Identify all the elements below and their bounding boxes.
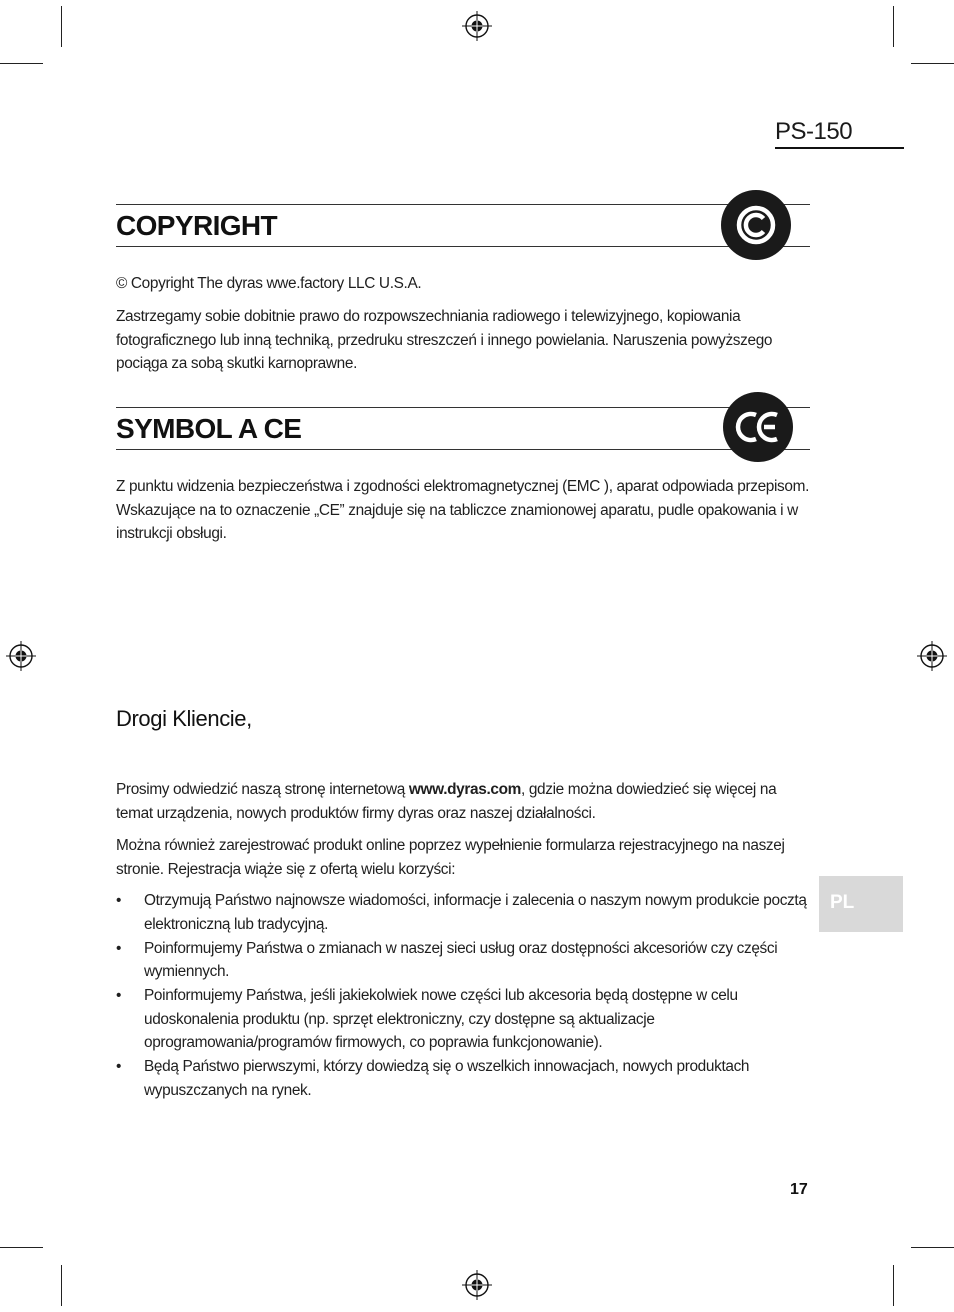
crop-mark [911,1247,954,1248]
visit-paragraph [116,778,806,825]
copyright-icon [721,190,791,260]
greeting-heading: Drogi Kliencie, [116,706,252,731]
visit-text-before: Prosimy odwiedzić naszą stronę internetową [116,781,409,798]
register-paragraph: Można również zarejestrować produkt online poprzez wypełnienie formularza rejestracyjnego na naszej stronie. Rejestracja wiąże się z ofertą wielu korzyści: [116,837,785,878]
crop-mark [0,1247,43,1248]
model-number: PS-150 [775,118,853,145]
model-underline [775,147,904,149]
list-item-text: Otrzymują Państwo najnowsze wiadomości, informacje i zalecenia o naszym nowym produkcie pocztą elektroniczną lub tradycyjną. [144,892,807,933]
list-item [116,889,816,936]
crop-mark [911,63,954,64]
section-rule-top [116,204,810,205]
crop-mark [61,6,62,47]
list-item [116,937,816,984]
ce-mark-icon [723,392,793,462]
bullet-icon: • [116,939,122,957]
section-rule-bottom [116,246,810,247]
list-item [116,984,816,1055]
crop-mark [61,1265,62,1306]
crop-mark [893,6,894,47]
bullet-icon: • [116,987,122,1004]
language-tab [819,876,903,932]
bullet-icon: • [116,1058,122,1075]
bullet-icon: • [116,892,122,909]
crop-mark [0,63,43,64]
page-number: 17 [790,1181,808,1198]
list-item-text: Poinformujemy Państwa, jeśli jakiekolwiek nowe części lub akcesoria będą dostępne w celu udoskonalenia produktu (np. sprzęt elektroniczny, czy dostępne są aktualizacje oprogramowania/programów firmowych, co poprawia funkcjonowanie). [144,987,738,1051]
website-link[interactable]: www.dyras.com [408,781,521,798]
copyright-line: © Copyright The dyras wwe.factory LLC U.S.A. [116,275,422,292]
registration-mark-icon [462,11,492,41]
ce-paragraph: Z punktu widzenia bezpieczeństwa i zgodności elektromagnetycznej (EMC ), aparat odpowiada przepisom. Wskazujące na to oznaczenie „CE” znajduje się na tabliczce znamionowej aparatu, pudle opakowania i w instrukcji obsługi. [116,478,810,542]
registration-mark-icon [6,641,36,671]
copyright-paragraph: Zastrzegamy sobie dobitnie prawo do rozpowszechniania radiowego i telewizyjnego, kopiowania fotograficznego lub inną techniką, przedruku streszczeń i innego powielania. Naruszenia powyższego pociąga za sobą skutki karnoprawne. [116,308,773,372]
list-item-text: Poinformujemy Państwa o zmianach w naszej sieci usług oraz dostępności akcesoriów czy części wymiennych. [144,939,778,980]
registration-mark-icon [462,1270,492,1300]
language-tab-label: PL [830,892,855,913]
copyright-heading: COPYRIGHT [116,210,278,241]
list-item-text: Będą Państwo pierwszymi, którzy dowiedzą się o wszelkich innowacjach, nowych produktach wypuszczanych na rynek. [144,1058,750,1099]
section-rule-top [116,407,810,408]
section-rule-bottom [116,449,810,450]
ce-heading: SYMBOL A CE [116,413,302,444]
registration-mark-icon [917,641,947,671]
benefits-list [116,889,816,1103]
visit-text-after: , gdzie można dowiedzieć się więcej na temat urządzenia, nowych produktów firmy dyras oraz naszej działalności. [116,781,777,822]
list-item [116,1055,816,1102]
crop-mark [893,1265,894,1306]
